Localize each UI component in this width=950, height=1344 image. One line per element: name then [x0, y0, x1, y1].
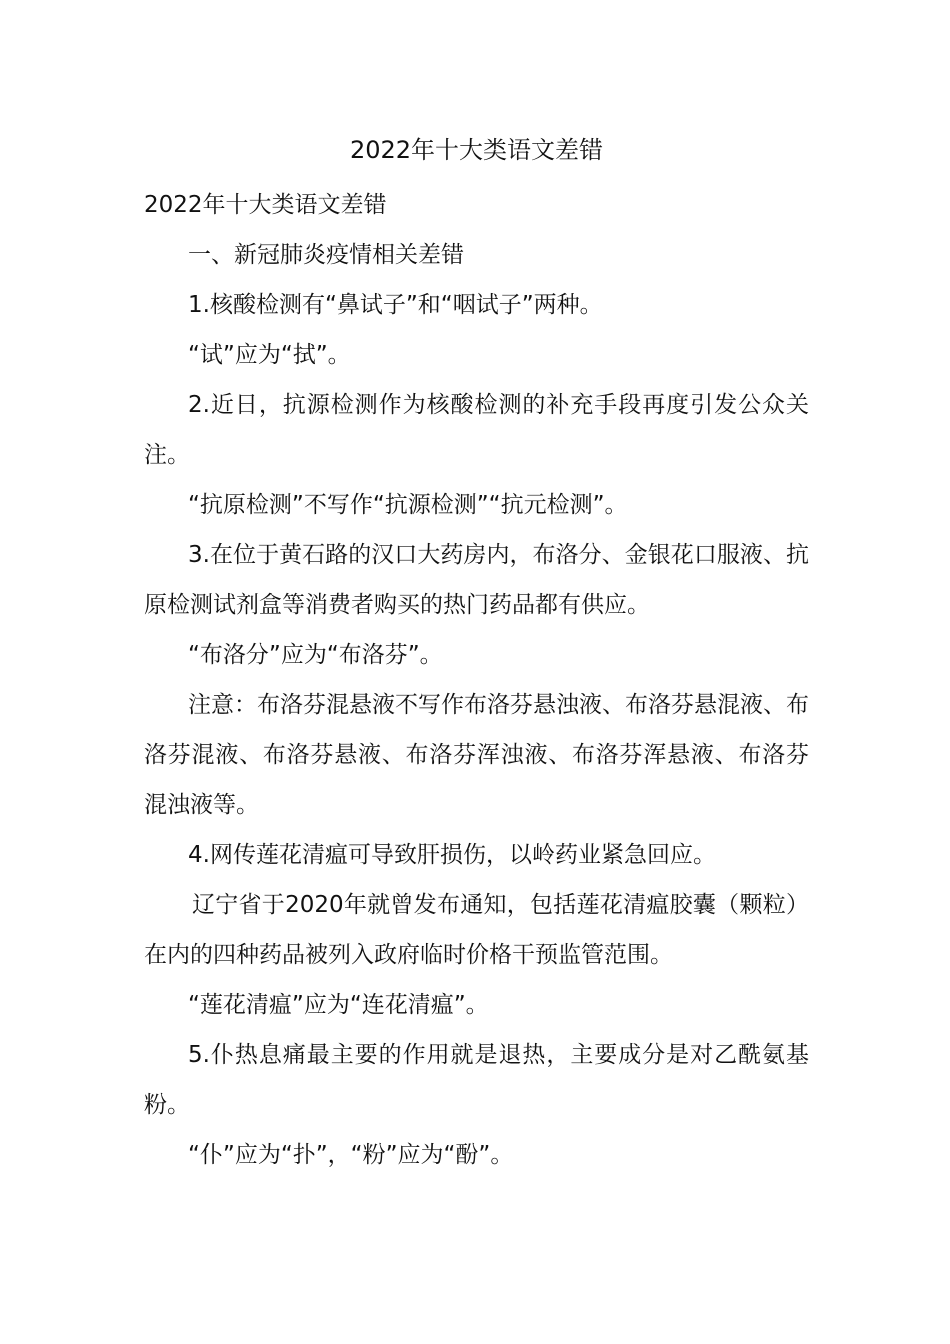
- document-page: [144, 130, 809, 1180]
- paragraph-note-3: 注意：布洛芬混悬液不写作布洛芬悬浊液、布洛芬悬混液、布洛芬混液、布洛芬悬液、布洛芬浑浊液、布洛芬浑悬液、布洛芬混浊液等。: [144, 692, 809, 818]
- paragraph-item-3: 3.在位于黄石路的汉口大药房内，布洛分、金银花口服液、抗原检测试剂盒等消费者购买的热门药品都有供应。: [144, 542, 809, 618]
- paragraph-heading: 2022年十大类语文差错: [144, 192, 387, 218]
- paragraph-correction-2: “抗原检测”不写作“抗源检测”“抗元检测”。: [188, 492, 628, 518]
- paragraph-correction-5: “仆”应为“扑”，“粉”应为“酚”。: [188, 1142, 514, 1168]
- paragraph-section-1: 一、新冠肺炎疫情相关差错: [188, 242, 464, 268]
- paragraph-item-4-detail: 辽宁省于2020年就曾发布通知，包括莲花清瘟胶囊（颗粒）在内的四种药品被列入政府临时价格干预监管范围。: [144, 892, 809, 968]
- paragraph-correction-3: “布洛分”应为“布洛芬”。: [188, 642, 443, 668]
- paragraph-item-5: 5.仆热息痛最主要的作用就是退热，主要成分是对乙酰氨基粉。: [144, 1042, 809, 1118]
- paragraph-item-4: 4.网传莲花清瘟可导致肝损伤，以岭药业紧急回应。: [188, 842, 716, 868]
- paragraph-correction-4: “莲花清瘟”应为“连花清瘟”。: [188, 992, 489, 1018]
- document-title: 2022年十大类语文差错: [349, 136, 604, 164]
- paragraph-correction-1: “试”应为“拭”。: [188, 342, 351, 368]
- paragraph-item-1: 1.核酸检测有“鼻试子”和“咽试子”两种。: [188, 292, 603, 318]
- paragraph-item-2: 2.近日，抗源检测作为核酸检测的补充手段再度引发公众关注。: [144, 392, 809, 468]
